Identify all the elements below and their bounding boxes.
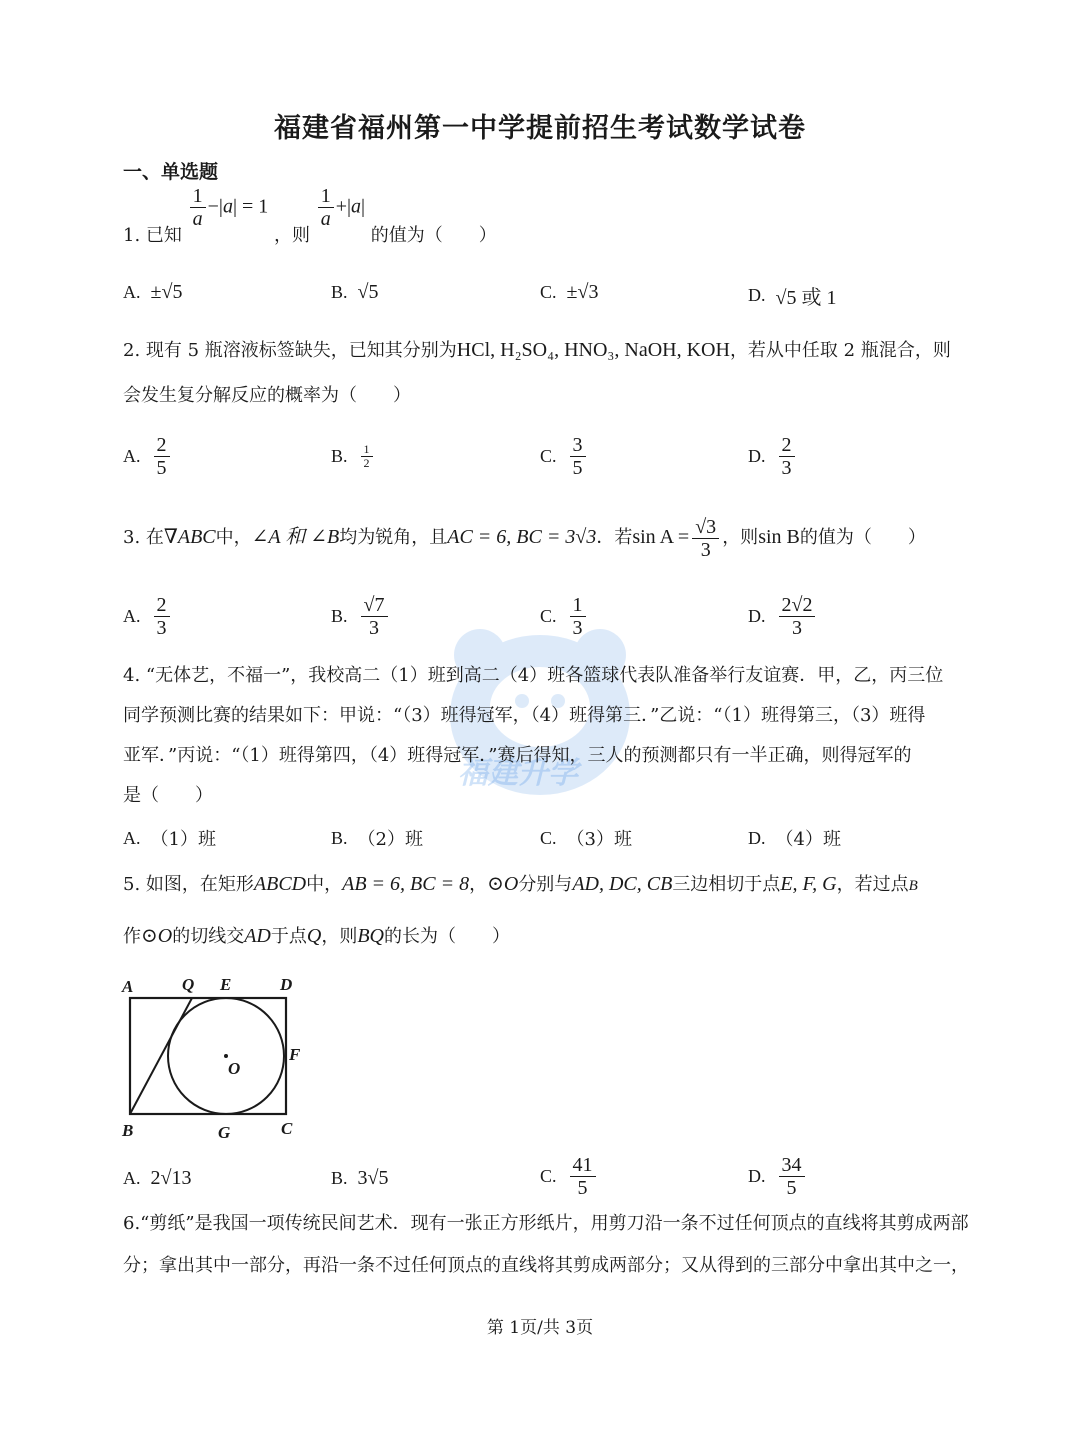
q5-option-a[interactable]: A. 2√13 [123,1167,192,1189]
question-5-line-1: 5. 如图，在矩形ABCD中，AB = 6, BC = 8，⊙O分别与AD, DC, CB三边相切于点E, F, G，若过点B [123,873,918,895]
q3-option-c[interactable]: C. $\frac{1}{3}$ [540,594,589,639]
question-4-line-4: 是（ ） [123,785,213,806]
section-heading: 一、单选题 [123,161,219,183]
q1-option-a[interactable]: A. ±√5 [123,281,183,303]
q1-condition: $\frac{1}{a}$ −|a| = 1 [188,185,269,230]
q1-option-b[interactable]: B. √5 [331,281,379,303]
q5-option-b[interactable]: B. 3√5 [331,1167,389,1189]
rectangle-circle-diagram [118,968,318,1148]
label-C: C [281,1119,293,1138]
q4-option-c[interactable]: C. （3）班 [540,827,632,850]
q2-option-d[interactable]: D. $\frac{2}{3}$ [748,434,798,479]
question-4-line-2: 同学预测比赛的结果如下：甲说：“（3）班得冠军，（4）班得第三．”乙说：“（1）班得第三，（3）班得 [123,705,926,726]
q4-option-b[interactable]: B. （2）班 [331,827,423,850]
q2-option-a[interactable]: A. $\frac{2}{5}$ [123,434,173,479]
question-1: 1. 已知 $\frac{1}{a}$ −|a| = 1 ，则 $\frac{1}{a}$ +|a| 的值为（ ） [123,185,497,246]
question-2-line-2: 会发生复分解反应的概率为（ ） [123,385,411,406]
q2-option-c[interactable]: C. $\frac{3}{5}$ [540,434,589,479]
question-4-line-1: 4. “无体艺，不福一”，我校高二（1）班到高二（4）班各篮球代表队准备举行友谊赛．甲，乙，丙三位 [123,665,944,686]
label-Q: Q [182,975,195,994]
q1-expression: $\frac{1}{a}$ +|a| [316,185,365,230]
question-6-line-1: 6.“剪纸”是我国一项传统民间艺术．现有一张正方形纸片，用剪刀沿一条不过任何顶点的直线将其剪成两部 [123,1213,969,1234]
watermark-text: 福建升学 [458,756,578,791]
label-O: O [228,1059,241,1078]
q3-option-a[interactable]: A. $\frac{2}{3}$ [123,594,173,639]
label-B: B [122,1121,134,1140]
q3-option-d[interactable]: D. $\frac{2√2}{3}$ [748,594,818,639]
q1-option-c[interactable]: C. ±√3 [540,281,599,303]
page-footer: 第 1页/共 3页 [486,1318,594,1338]
label-D: D [280,975,293,994]
question-3: 3. 在∇ABC中，∠A 和 ∠B均为锐角，且AC = 6, BC = 3√3．若sin A = $\frac{√3}{3}$ ，则sin B的值为（ ） [123,515,926,561]
question-2-line-1: 2. 现有 5 瓶溶液标签缺失，已知其分别为HCl, H₂SO₄, HNO₃, NaOH, KOH，若从中任取 2 瓶混合，则 [123,339,951,361]
q3-option-b[interactable]: B. $\frac{√7}{3}$ [331,594,391,639]
exam-title: 福建省福州第一中学提前招生考试数学试卷 [274,113,806,144]
q4-option-a[interactable]: A. （1）班 [123,827,216,850]
q5-figure [118,968,318,1152]
q5-option-c[interactable]: C. $\frac{41}{5}$ [540,1154,599,1199]
label-F: F [289,1045,301,1064]
label-G: G [218,1123,231,1142]
question-4-line-3: 亚军．”丙说：“（1）班得第四，（4）班得冠军．”赛后得知，三人的预测都只有一半正确，则得冠军的 [123,745,912,766]
question-5-line-2: 作⊙O的切线交AD于点Q，则BQ的长为（ ） [123,925,510,947]
q2-option-b[interactable]: B. $\frac{1}{2}$ [331,443,376,470]
q4-option-d[interactable]: D. （4）班 [748,827,841,850]
q5-option-d[interactable]: D. $\frac{34}{5}$ [748,1154,808,1199]
label-A: A [122,977,134,996]
label-E: E [220,975,232,994]
q1-option-d[interactable]: D. √5 或 1 [748,285,837,309]
question-6-line-2: 分；拿出其中一部分，再沿一条不过任何顶点的直线将其剪成两部分；又从得到的三部分中拿出其中之一， [123,1255,969,1276]
